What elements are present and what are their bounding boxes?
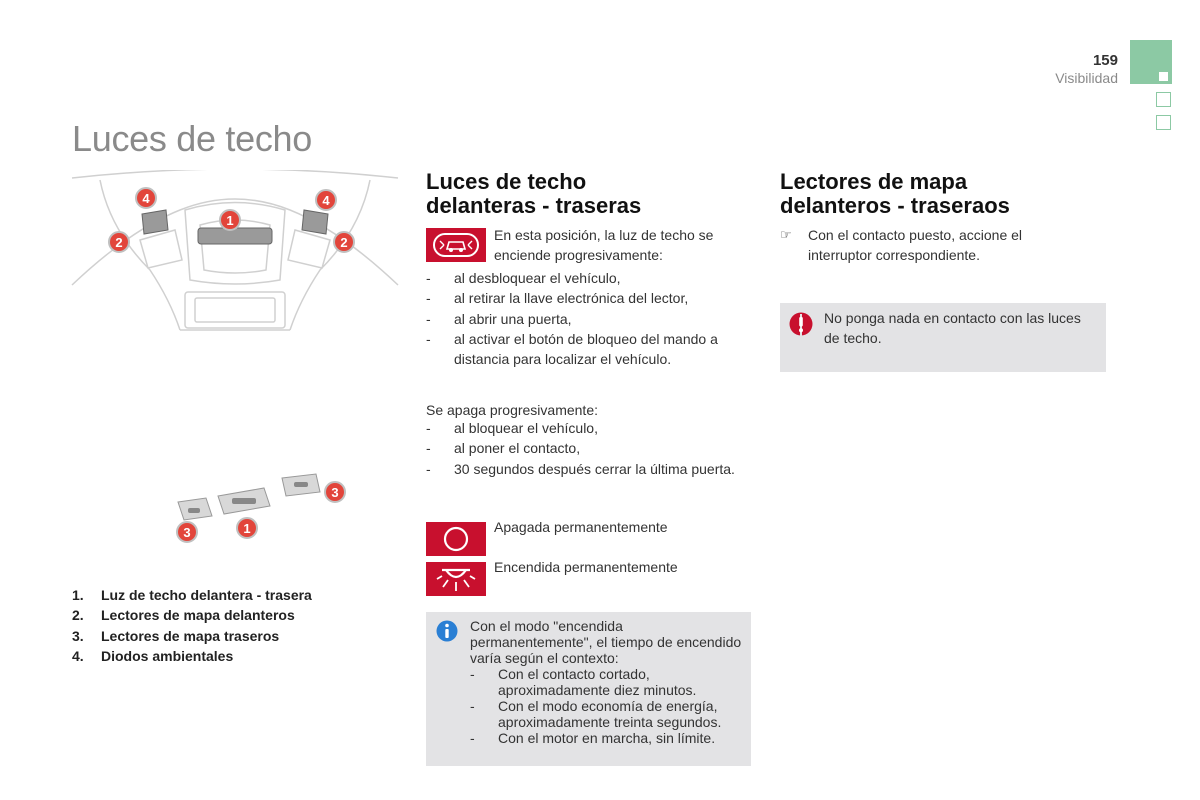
warning-text: No ponga nada en contacto con las luces de techo.: [824, 310, 1081, 347]
list-item: - Con el modo economía de energía, aproximadamente treinta segundos.: [470, 698, 745, 730]
on-mode-icon: [426, 562, 486, 596]
section-tab-active: [1130, 40, 1172, 84]
section-name: Visibilidad: [1055, 70, 1118, 86]
info-note-box: [426, 612, 751, 766]
callout-label: 1: [226, 213, 234, 228]
switch-off-conditions-list: [426, 418, 756, 479]
heading-front-rear-lights: Luces de techo delanteras - traseras: [426, 169, 642, 218]
callout-label: 2: [340, 235, 348, 250]
switch-on-conditions-list: [426, 268, 756, 369]
list-item: - al bloquear el vehículo,: [426, 418, 756, 438]
page-number: 159: [1092, 52, 1118, 69]
warning-icon: [789, 312, 813, 336]
door-mode-text: En esta posición, la luz de techo se enciende progresivamente:: [494, 227, 714, 264]
section-tab-box: [1156, 115, 1171, 130]
door-mode-icon: [426, 228, 486, 262]
tab-marker: [1159, 72, 1168, 81]
callout-label: 4: [142, 191, 150, 206]
list-item: - al abrir una puerta,: [426, 309, 756, 329]
switch-off-intro: Se apaga progresivamente:: [426, 402, 598, 418]
list-item: - al poner el contacto,: [426, 438, 756, 458]
legend-item: 3. Lectores de mapa traseros: [72, 627, 280, 644]
list-item: - al retirar la llave electrónica del lector,: [426, 288, 756, 308]
section-tab-box: [1156, 92, 1171, 107]
off-mode-label: Apagada permanentemente: [494, 519, 668, 535]
off-mode-icon: [426, 522, 486, 556]
legend-item: 1. Luz de techo delantera - trasera: [72, 587, 312, 603]
callout-label: 2: [115, 235, 123, 250]
warning-box: [780, 303, 1106, 372]
list-item: - al activar el botón de bloqueo del mando a distancia para localizar el vehículo.: [426, 329, 756, 370]
instruction-text: Con el contacto puesto, accione el interruptor correspondiente.: [808, 227, 1023, 264]
on-mode-label: Encendida permanentemente: [494, 559, 678, 575]
callout-label: 4: [322, 193, 330, 208]
rear-lamp-diagram: [170, 470, 360, 550]
list-item: - Con el motor en marcha, sin límite.: [470, 730, 745, 746]
page-title: Luces de techo: [72, 118, 312, 159]
info-intro: Con el modo "encendida permanentemente", el tiempo de encendido varía según el contexto:: [470, 618, 742, 666]
heading-map-readers: Lectores de mapa delanteros - traseraos: [780, 169, 1010, 218]
map-reader-instruction: [780, 225, 1100, 266]
callout-label: 3: [183, 525, 191, 540]
callout-label: 3: [331, 485, 339, 500]
legend-item: 4. Diodos ambientales: [72, 647, 234, 664]
pointing-hand-icon: ☞: [780, 227, 792, 242]
list-item: - Con el contacto cortado, aproximadamente diez minutos.: [470, 666, 745, 698]
legend-list: [72, 585, 312, 666]
callout-label: 1: [243, 521, 251, 536]
list-item: - al desbloquear el vehículo,: [426, 268, 756, 288]
info-list: [470, 666, 745, 746]
ceiling-lights-diagram: [70, 170, 400, 345]
list-item: - 30 segundos después cerrar la última puerta.: [426, 459, 756, 479]
info-icon: [436, 620, 458, 642]
legend-item: 2. Lectores de mapa delanteros: [72, 607, 295, 624]
